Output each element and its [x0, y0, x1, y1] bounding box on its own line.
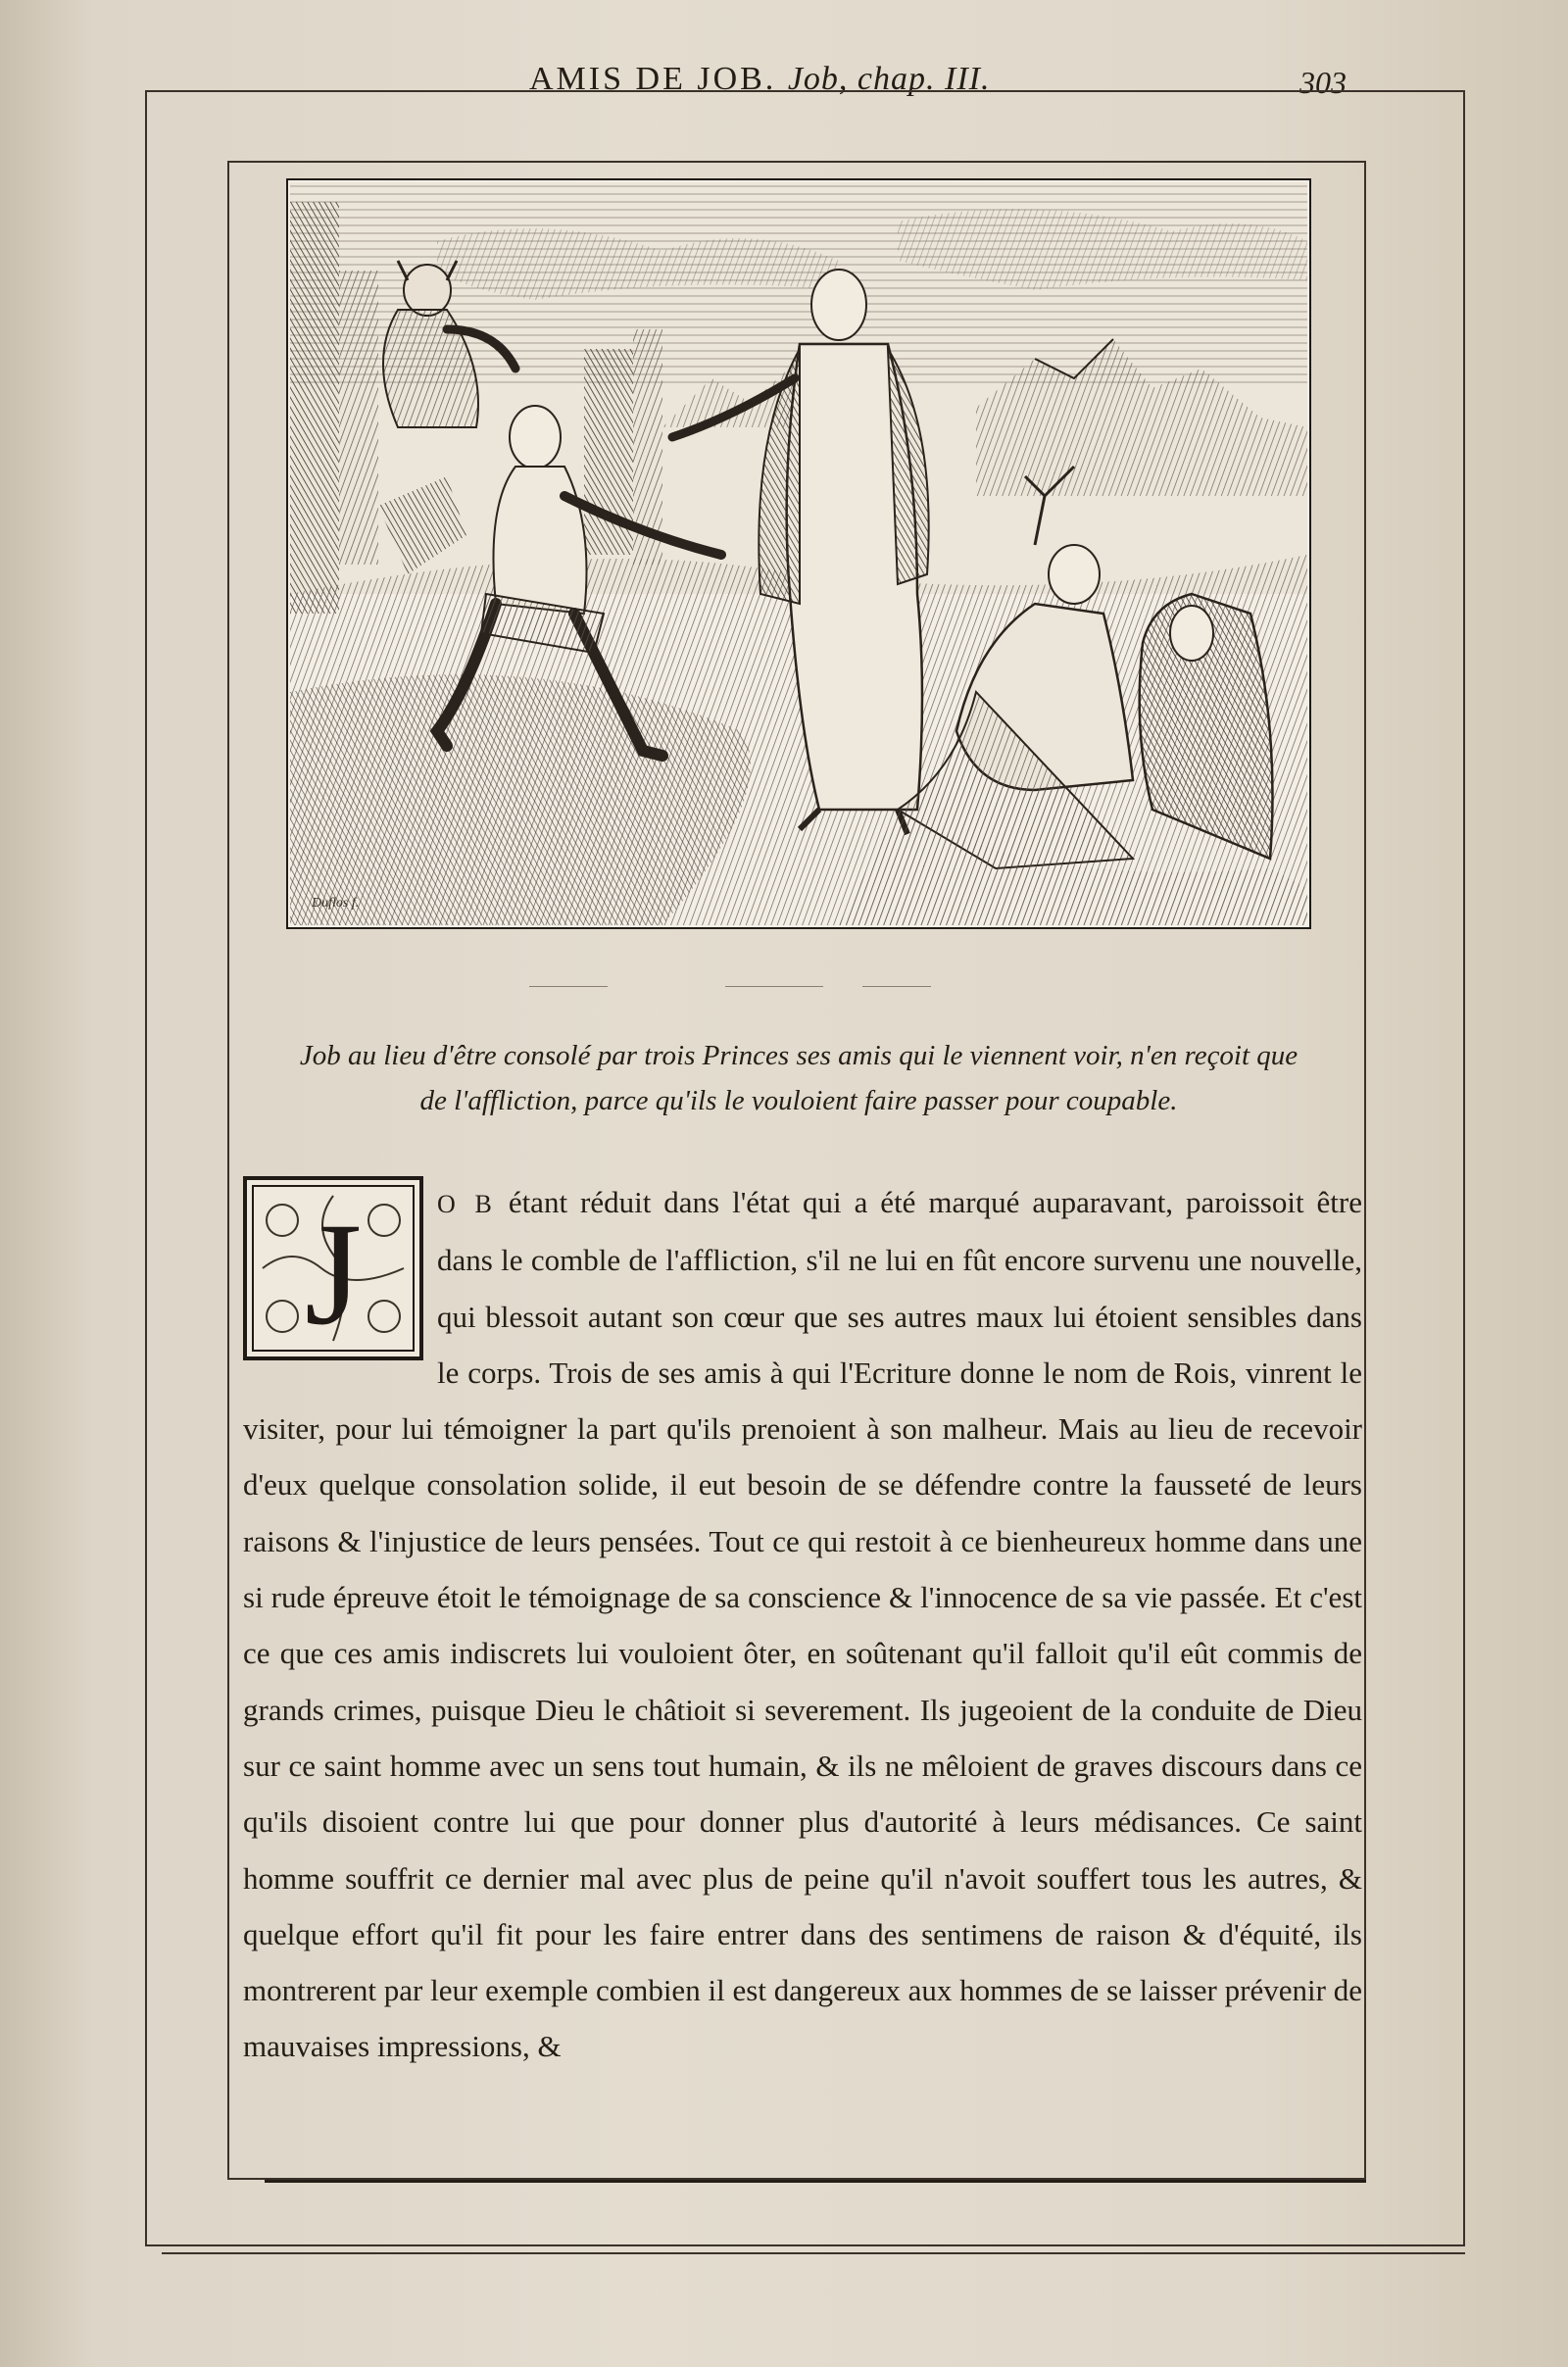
text-end-rule [265, 2180, 1366, 2183]
engraver-signature: Duflos f. [312, 896, 360, 911]
bottom-rule [162, 2252, 1465, 2254]
dropcap-letter: J [304, 1193, 363, 1356]
page-number: 303 [1299, 65, 1347, 100]
lead-capitals: O B [437, 1190, 496, 1218]
plate-underline-mark [862, 986, 931, 987]
caption-line-2: de l'affliction, parce qu'ils le vouloient faire passer pour coupable. [419, 1085, 1178, 1116]
ornamental-initial [243, 1176, 423, 1360]
caption-line-1: Job au lieu d'être consolé par trois Princes ses amis qui le viennent voir, n'en reçoit que [299, 1040, 1298, 1071]
plate-underline-mark [725, 986, 823, 987]
body-paragraph: étant réduit dans l'état qui a été marqué auparavant, paroissoit être dans le comble de l'affliction, s'il ne lui en fût encore survenu une nouvelle, qui blessoit autant son cœur que ses autres maux lui étoient sensibles dans le corps. Trois de ses amis à qui l'Ecriture donne le nom de Rois, vinrent le visiter, pour lui témoigner la part qu'ils prenoient à son malheur. Mais au lieu de recevoir d'eux quelque consolation solide, il eut besoin de se défendre contre la fausseté de leurs raisons & l'injustice de leurs pensées. Tout ce qui restoit à ce bienheureux homme dans une si rude épreuve étoit le témoignage de sa conscience & l'innocence de sa vie passée. Et c'est ce que ces amis indiscrets lui vouloient ôter, en soûtenant qu'il falloit qu'il eût commis de grands crimes, puisque Dieu le châtioit si severement. Ils jugeoient de la conduite de Dieu sur ce saint homme avec un sens tout humain, & ils ne mêloient de graves discours dans ce qu'ils disoient contre lui que pour donner plus d'autorité à leurs médisances. Ce saint homme souffrit ce dernier mal avec plus de peine qu'il n'avoit souffert tous les autres, & quelque effort qu'il fit pour les faire entrer dans des sentimens de raison & d'équité, ils montrerent par leur exemple combien il est dangereux aux hommes de se laisser prévenir de mauvaises impressions, & [243, 1185, 1362, 2064]
header-chapter-reference: Job, chap. III. [787, 61, 991, 97]
engraving-caption [235, 1033, 1362, 1123]
body-text [243, 1174, 1362, 2075]
header-title: AMIS DE JOB. [529, 61, 777, 97]
plate-underline-mark [529, 986, 608, 987]
engraving-illustration [290, 182, 1307, 925]
